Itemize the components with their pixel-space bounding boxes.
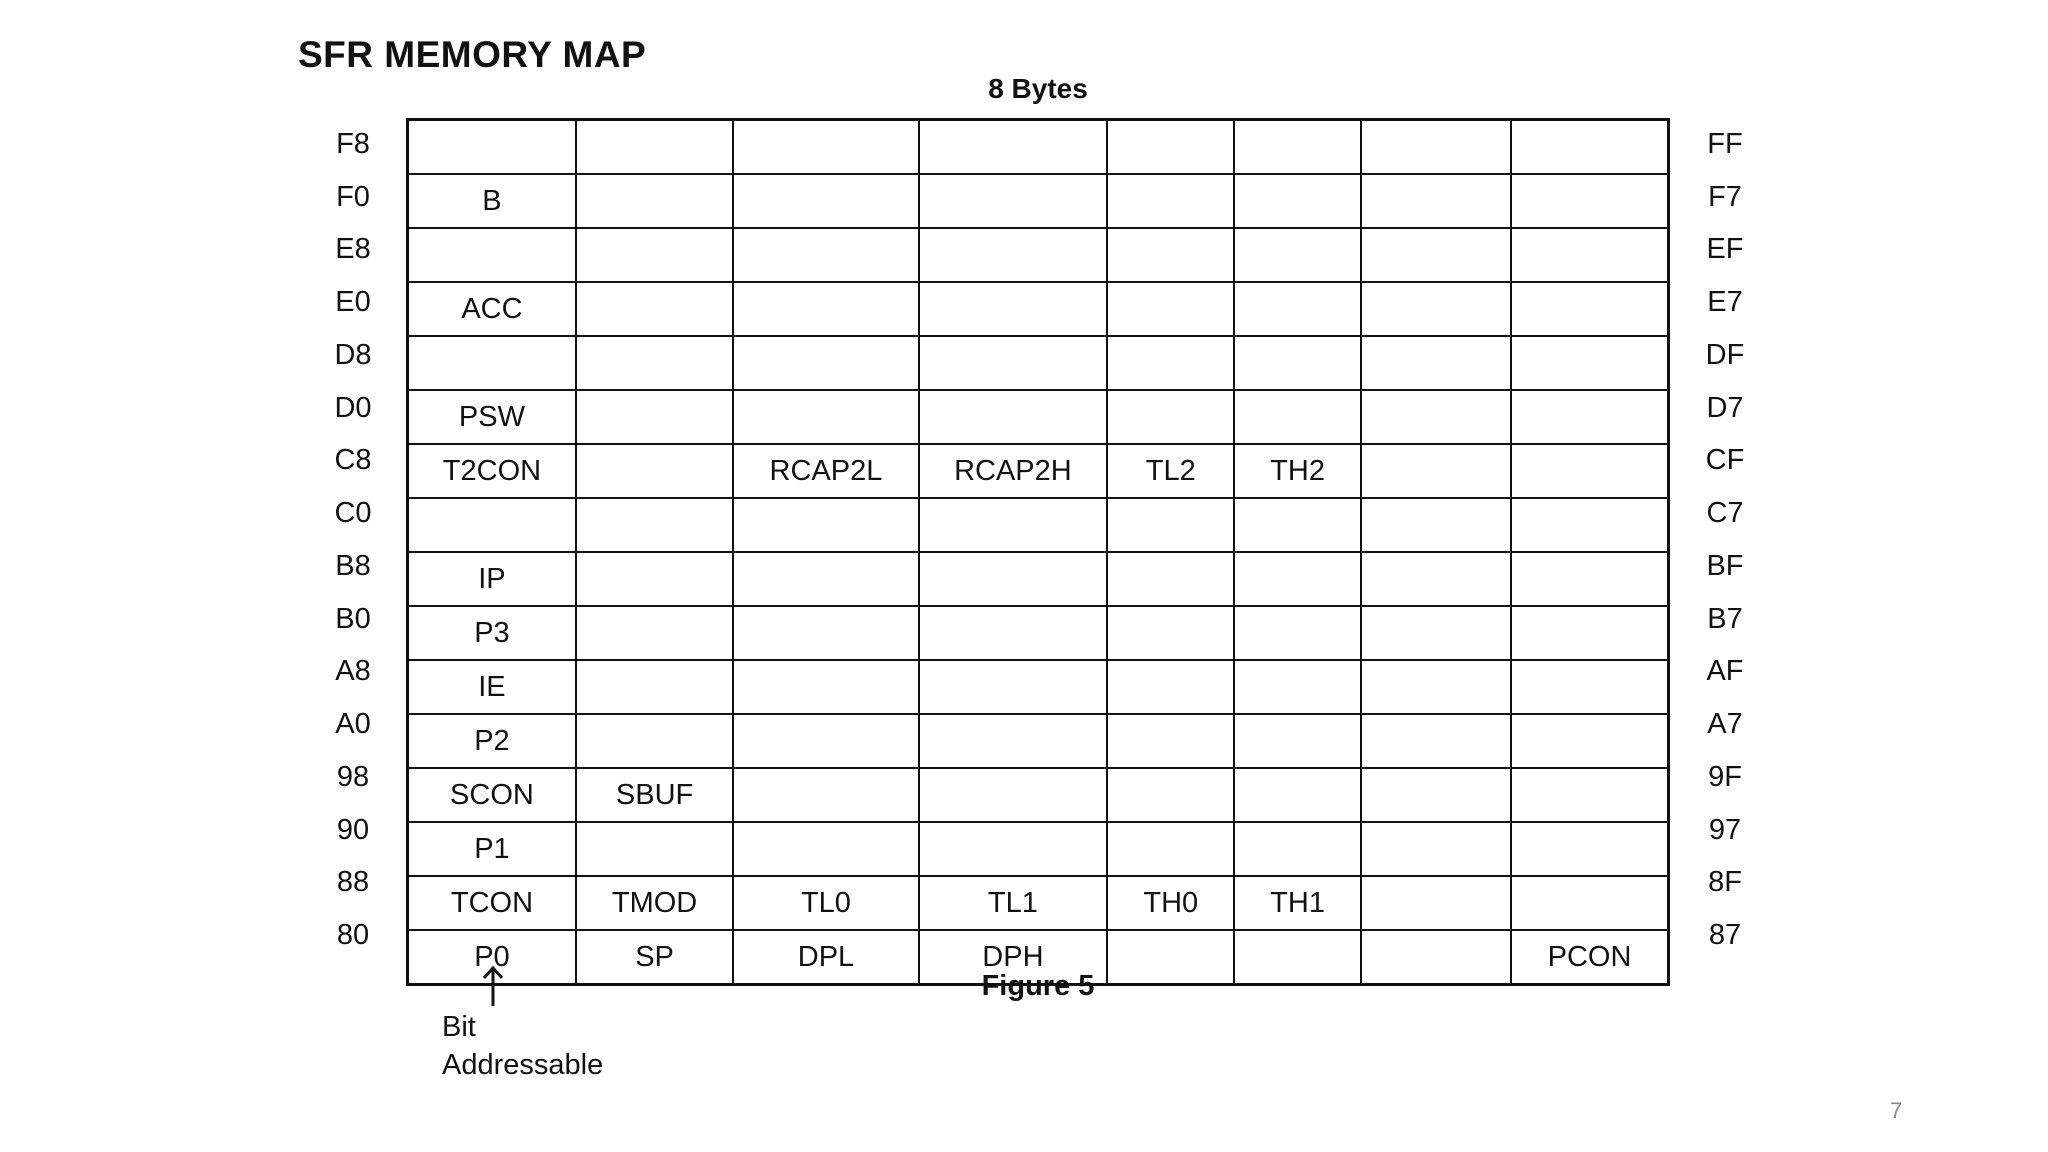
register-cell bbox=[733, 552, 918, 606]
register-cell bbox=[1107, 822, 1234, 876]
register-cell bbox=[1234, 822, 1360, 876]
right-address-label: AF bbox=[1706, 655, 1744, 688]
left-address-label: E8 bbox=[335, 233, 371, 266]
left-address-label: 90 bbox=[336, 813, 370, 846]
register-cell: DPH bbox=[919, 930, 1107, 985]
right-address-label: 87 bbox=[1708, 919, 1742, 952]
right-address-label: B7 bbox=[1707, 602, 1743, 635]
register-cell bbox=[1361, 228, 1511, 282]
register-cell bbox=[1107, 228, 1234, 282]
right-address-label: 97 bbox=[1708, 813, 1742, 846]
right-address-label: C7 bbox=[1706, 497, 1744, 530]
right-address-label: BF bbox=[1706, 549, 1744, 582]
register-cell bbox=[576, 282, 733, 336]
register-cell bbox=[1234, 606, 1360, 660]
memory-map-title: SFR MEMORY MAP bbox=[298, 34, 647, 75]
register-cell bbox=[1234, 228, 1360, 282]
right-address-column bbox=[1690, 118, 1760, 962]
register-cell bbox=[919, 552, 1107, 606]
register-cell bbox=[408, 120, 576, 175]
grid-row bbox=[408, 552, 1669, 606]
grid-row bbox=[408, 174, 1669, 228]
register-cell bbox=[1234, 174, 1360, 228]
register-cell bbox=[576, 606, 733, 660]
grid-row bbox=[408, 444, 1669, 498]
register-cell bbox=[1511, 714, 1668, 768]
right-address-label: CF bbox=[1705, 444, 1745, 477]
register-cell bbox=[408, 498, 576, 552]
right-address-label: A7 bbox=[1707, 708, 1743, 741]
register-cell bbox=[576, 660, 733, 714]
register-cell bbox=[1361, 444, 1511, 498]
left-address-label: 98 bbox=[336, 760, 370, 793]
register-cell bbox=[1361, 768, 1511, 822]
register-cell bbox=[733, 282, 918, 336]
register-cell: P1 bbox=[408, 822, 576, 876]
register-cell bbox=[733, 120, 918, 175]
left-address-label: F8 bbox=[336, 127, 370, 160]
register-cell bbox=[1361, 390, 1511, 444]
register-cell bbox=[576, 390, 733, 444]
left-address-label: D0 bbox=[334, 391, 372, 424]
grid-row bbox=[408, 120, 1669, 175]
register-cell bbox=[733, 606, 918, 660]
register-cell bbox=[1511, 228, 1668, 282]
register-cell bbox=[919, 390, 1107, 444]
register-cell bbox=[576, 120, 733, 175]
register-cell: IE bbox=[408, 660, 576, 714]
register-cell bbox=[733, 174, 918, 228]
sfr-grid bbox=[406, 118, 1670, 986]
register-cell bbox=[1234, 660, 1360, 714]
grid-row bbox=[408, 282, 1669, 336]
grid-row bbox=[408, 390, 1669, 444]
register-cell bbox=[576, 336, 733, 390]
register-cell bbox=[1361, 876, 1511, 930]
grid-row bbox=[408, 660, 1669, 714]
register-cell bbox=[919, 606, 1107, 660]
left-address-label: C8 bbox=[334, 444, 372, 477]
right-address-label: DF bbox=[1705, 338, 1745, 371]
register-cell bbox=[1234, 768, 1360, 822]
register-cell: IP bbox=[408, 552, 576, 606]
register-cell bbox=[576, 552, 733, 606]
bit-note-line1: Bit bbox=[442, 1011, 476, 1043]
register-cell: TH2 bbox=[1234, 444, 1360, 498]
register-cell: TL1 bbox=[919, 876, 1107, 930]
bytes-label: 8 Bytes bbox=[988, 73, 1088, 104]
register-cell bbox=[1511, 390, 1668, 444]
right-address-label: EF bbox=[1706, 233, 1744, 266]
register-cell: SBUF bbox=[576, 768, 733, 822]
register-cell bbox=[1361, 822, 1511, 876]
left-address-label: A0 bbox=[335, 708, 371, 741]
register-cell bbox=[408, 228, 576, 282]
right-address-label: E7 bbox=[1707, 286, 1743, 319]
right-address-label: FF bbox=[1707, 127, 1743, 160]
bit-addressable-note bbox=[442, 1008, 603, 1084]
register-cell bbox=[733, 660, 918, 714]
left-address-label: 80 bbox=[336, 919, 370, 952]
register-cell bbox=[576, 444, 733, 498]
left-address-label: B0 bbox=[335, 602, 371, 635]
register-cell bbox=[576, 822, 733, 876]
register-cell bbox=[1234, 282, 1360, 336]
register-cell bbox=[919, 714, 1107, 768]
figure-caption: Figure 5 bbox=[981, 970, 1095, 1002]
register-cell bbox=[919, 282, 1107, 336]
right-address-label: D7 bbox=[1706, 391, 1744, 424]
register-cell bbox=[1107, 390, 1234, 444]
register-cell: SCON bbox=[408, 768, 576, 822]
register-cell bbox=[576, 714, 733, 768]
register-cell bbox=[733, 498, 918, 552]
register-cell bbox=[1107, 174, 1234, 228]
register-cell bbox=[733, 228, 918, 282]
register-cell bbox=[576, 498, 733, 552]
register-cell: T2CON bbox=[408, 444, 576, 498]
register-cell bbox=[1361, 120, 1511, 175]
register-cell bbox=[576, 174, 733, 228]
register-cell bbox=[576, 228, 733, 282]
register-cell bbox=[1234, 390, 1360, 444]
register-cell bbox=[1511, 606, 1668, 660]
register-cell: TL2 bbox=[1107, 444, 1234, 498]
register-cell bbox=[1107, 282, 1234, 336]
grid-row bbox=[408, 228, 1669, 282]
register-cell: ACC bbox=[408, 282, 576, 336]
grid-row bbox=[408, 498, 1669, 552]
grid-row bbox=[408, 768, 1669, 822]
register-cell: SP bbox=[576, 930, 733, 985]
register-cell bbox=[1511, 174, 1668, 228]
register-cell bbox=[1511, 444, 1668, 498]
register-cell: TMOD bbox=[576, 876, 733, 930]
register-cell: B bbox=[408, 174, 576, 228]
register-cell: TCON bbox=[408, 876, 576, 930]
register-cell: TH0 bbox=[1107, 876, 1234, 930]
register-cell: RCAP2H bbox=[919, 444, 1107, 498]
register-cell bbox=[1361, 606, 1511, 660]
register-cell bbox=[1511, 768, 1668, 822]
register-cell bbox=[1107, 552, 1234, 606]
register-cell bbox=[1361, 660, 1511, 714]
grid-row bbox=[408, 606, 1669, 660]
register-cell: PCON bbox=[1511, 930, 1668, 985]
register-cell bbox=[1511, 498, 1668, 552]
register-cell bbox=[733, 714, 918, 768]
right-address-label: F7 bbox=[1708, 180, 1742, 213]
register-cell bbox=[1107, 606, 1234, 660]
register-cell bbox=[1107, 714, 1234, 768]
register-cell: TL0 bbox=[733, 876, 918, 930]
register-cell: RCAP2L bbox=[733, 444, 918, 498]
register-cell bbox=[1234, 714, 1360, 768]
register-cell: TH1 bbox=[1234, 876, 1360, 930]
left-address-label: E0 bbox=[335, 286, 371, 319]
register-cell bbox=[1511, 552, 1668, 606]
register-cell bbox=[1234, 552, 1360, 606]
left-address-label: C0 bbox=[334, 497, 372, 530]
register-cell bbox=[1361, 336, 1511, 390]
register-cell bbox=[733, 768, 918, 822]
register-cell bbox=[919, 498, 1107, 552]
left-address-label: F0 bbox=[336, 180, 370, 213]
page-number: 7 bbox=[1890, 1098, 1903, 1123]
grid-row bbox=[408, 336, 1669, 390]
register-cell bbox=[1361, 498, 1511, 552]
register-cell: P3 bbox=[408, 606, 576, 660]
register-cell bbox=[919, 822, 1107, 876]
register-cell bbox=[408, 336, 576, 390]
register-cell bbox=[1511, 120, 1668, 175]
grid-row bbox=[408, 876, 1669, 930]
bit-note-line2: Addressable bbox=[442, 1049, 604, 1081]
register-cell bbox=[919, 120, 1107, 175]
register-cell bbox=[1361, 174, 1511, 228]
register-cell bbox=[1361, 714, 1511, 768]
register-cell bbox=[1107, 120, 1234, 175]
grid-row bbox=[408, 714, 1669, 768]
register-cell bbox=[1107, 660, 1234, 714]
left-address-label: D8 bbox=[334, 338, 372, 371]
register-cell bbox=[1361, 552, 1511, 606]
register-cell bbox=[1361, 282, 1511, 336]
register-cell bbox=[1511, 876, 1668, 930]
right-address-label: 8F bbox=[1708, 866, 1742, 899]
left-address-label: 88 bbox=[336, 866, 370, 899]
left-address-label: B8 bbox=[335, 549, 371, 582]
left-address-label: A8 bbox=[335, 655, 371, 688]
register-cell bbox=[919, 660, 1107, 714]
register-cell bbox=[1107, 336, 1234, 390]
register-cell: P2 bbox=[408, 714, 576, 768]
register-cell: P0 bbox=[408, 930, 576, 985]
register-cell: DPL bbox=[733, 930, 918, 985]
register-cell bbox=[733, 822, 918, 876]
register-cell bbox=[919, 768, 1107, 822]
grid-row bbox=[408, 822, 1669, 876]
register-cell bbox=[1234, 336, 1360, 390]
register-cell bbox=[919, 174, 1107, 228]
register-cell bbox=[1107, 498, 1234, 552]
register-cell bbox=[1234, 498, 1360, 552]
register-cell bbox=[1511, 660, 1668, 714]
register-cell bbox=[1234, 120, 1360, 175]
register-cell bbox=[733, 336, 918, 390]
register-cell: PSW bbox=[408, 390, 576, 444]
register-cell bbox=[1511, 336, 1668, 390]
right-address-label: 9F bbox=[1708, 760, 1742, 793]
register-cell bbox=[1107, 768, 1234, 822]
register-cell bbox=[919, 336, 1107, 390]
register-cell bbox=[733, 390, 918, 444]
register-cell bbox=[1511, 822, 1668, 876]
register-cell bbox=[919, 228, 1107, 282]
register-cell bbox=[1511, 282, 1668, 336]
left-address-column bbox=[318, 118, 388, 962]
